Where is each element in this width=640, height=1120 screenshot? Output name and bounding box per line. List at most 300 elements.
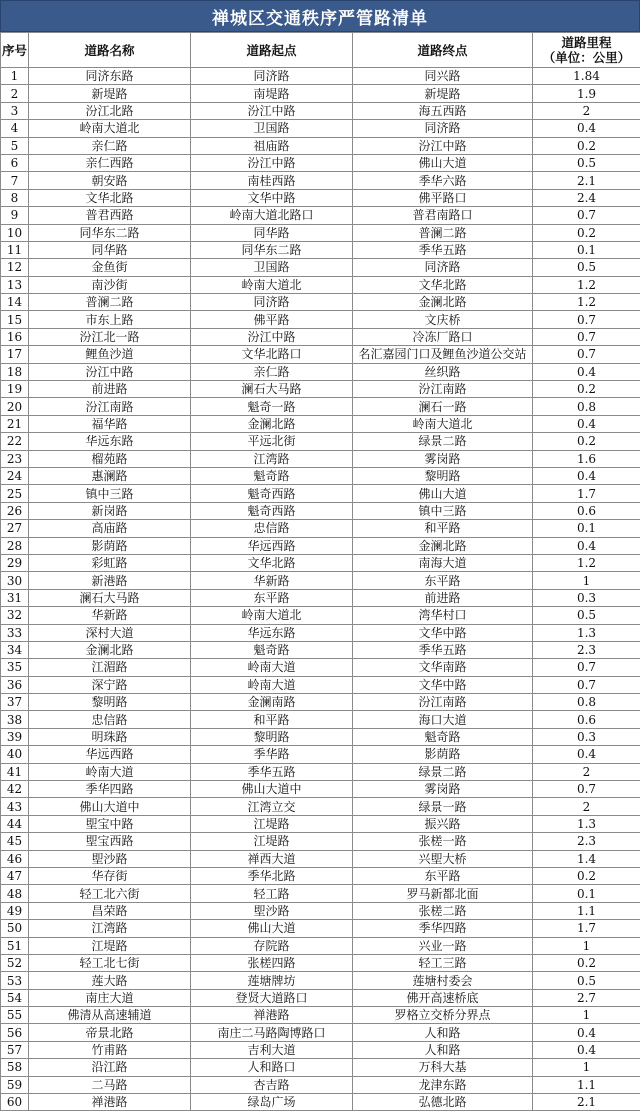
table-row — [1, 902, 640, 919]
cell-road-start: 岭南大道 — [191, 659, 353, 676]
cell-road-end: 莲塘村委会 — [353, 972, 533, 989]
cell-road-end: 东平路 — [353, 867, 533, 884]
cell-road-length: 1.6 — [533, 450, 640, 467]
cell-road-end: 季华六路 — [353, 172, 533, 189]
cell-road-start: 岭南大道北 — [191, 276, 353, 293]
cell-road-length: 1 — [533, 572, 640, 589]
cell-index: 13 — [1, 276, 29, 293]
cell-road-name: 岭南大道 — [29, 763, 191, 780]
table-body — [1, 68, 640, 1111]
cell-road-end: 绿景一路 — [353, 798, 533, 815]
table-row — [1, 920, 640, 937]
cell-road-length: 1.2 — [533, 276, 640, 293]
cell-road-end: 和平路 — [353, 520, 533, 537]
cell-road-end: 新堤路 — [353, 85, 533, 102]
cell-road-length: 2.7 — [533, 989, 640, 1006]
cell-index: 6 — [1, 154, 29, 171]
table-row — [1, 850, 640, 867]
cell-index: 58 — [1, 1059, 29, 1076]
cell-index: 3 — [1, 102, 29, 119]
cell-road-start: 华远西路 — [191, 537, 353, 554]
cell-road-length: 1 — [533, 1007, 640, 1024]
cell-road-end: 湾华村口 — [353, 607, 533, 624]
cell-road-name: 澜石大马路 — [29, 589, 191, 606]
header-index: 序号 — [1, 33, 29, 68]
table-title: 禅城区交通秩序严管路清单 — [0, 0, 640, 32]
cell-index: 1 — [1, 68, 29, 85]
cell-road-start: 轻工路 — [191, 885, 353, 902]
cell-road-end: 文华南路 — [353, 659, 533, 676]
cell-road-length: 0.4 — [533, 1041, 640, 1058]
cell-road-length: 0.7 — [533, 346, 640, 363]
cell-road-start: 岭南大道 — [191, 676, 353, 693]
cell-road-start: 江湾路 — [191, 450, 353, 467]
cell-index: 12 — [1, 259, 29, 276]
table-row — [1, 798, 640, 815]
table-row — [1, 728, 640, 745]
cell-road-end: 文华北路 — [353, 276, 533, 293]
cell-index: 50 — [1, 920, 29, 937]
cell-index: 42 — [1, 781, 29, 798]
table-row — [1, 346, 640, 363]
cell-road-name: 惠澜路 — [29, 467, 191, 484]
cell-road-start: 文华北路 — [191, 554, 353, 571]
cell-road-end: 冷冻厂路口 — [353, 328, 533, 345]
cell-road-length: 1.1 — [533, 902, 640, 919]
cell-road-name: 轻工北六街 — [29, 885, 191, 902]
cell-index: 40 — [1, 746, 29, 763]
cell-road-name: 佛山大道中 — [29, 798, 191, 815]
cell-road-end: 同兴路 — [353, 68, 533, 85]
cell-index: 53 — [1, 972, 29, 989]
table-row — [1, 68, 640, 85]
cell-index: 21 — [1, 415, 29, 432]
cell-road-end: 镇中三路 — [353, 502, 533, 519]
cell-index: 24 — [1, 467, 29, 484]
cell-road-end: 人和路 — [353, 1041, 533, 1058]
cell-road-length: 2.1 — [533, 1094, 640, 1111]
cell-road-start: 亲仁路 — [191, 363, 353, 380]
cell-index: 26 — [1, 502, 29, 519]
cell-road-length: 1.3 — [533, 624, 640, 641]
header-road-end: 道路终点 — [353, 33, 533, 68]
cell-road-name: 堲沙路 — [29, 850, 191, 867]
table-row — [1, 1024, 640, 1041]
cell-index: 23 — [1, 450, 29, 467]
table-row — [1, 867, 640, 884]
cell-road-name: 堲宝西路 — [29, 833, 191, 850]
cell-road-start: 同华东二路 — [191, 241, 353, 258]
cell-road-end: 绿景二路 — [353, 763, 533, 780]
table-row — [1, 711, 640, 728]
cell-road-length: 0.2 — [533, 224, 640, 241]
cell-road-name: 普君西路 — [29, 207, 191, 224]
cell-road-start: 杏吉路 — [191, 1076, 353, 1093]
table-row — [1, 989, 640, 1006]
cell-index: 45 — [1, 833, 29, 850]
cell-road-end: 佛平路口 — [353, 189, 533, 206]
cell-road-length: 0.7 — [533, 328, 640, 345]
cell-road-start: 佛山大道中 — [191, 781, 353, 798]
cell-road-name: 福华路 — [29, 415, 191, 432]
table-row — [1, 607, 640, 624]
cell-road-length: 2 — [533, 763, 640, 780]
cell-road-name: 堲宝中路 — [29, 815, 191, 832]
cell-road-end: 汾江南路 — [353, 381, 533, 398]
cell-road-length: 0.7 — [533, 311, 640, 328]
table-row — [1, 972, 640, 989]
cell-road-start: 魁奇路 — [191, 641, 353, 658]
header-length-line1: 道路里程 — [561, 35, 612, 50]
cell-road-length: 2 — [533, 798, 640, 815]
cell-road-end: 佛山大道 — [353, 485, 533, 502]
cell-index: 54 — [1, 989, 29, 1006]
cell-road-length: 0.5 — [533, 154, 640, 171]
cell-index: 17 — [1, 346, 29, 363]
table-row — [1, 554, 640, 571]
cell-road-end: 金澜北路 — [353, 537, 533, 554]
cell-index: 60 — [1, 1094, 29, 1111]
cell-index: 36 — [1, 676, 29, 693]
cell-index: 2 — [1, 85, 29, 102]
table-row — [1, 885, 640, 902]
cell-road-start: 江堤路 — [191, 815, 353, 832]
cell-road-start: 江堤路 — [191, 833, 353, 850]
cell-index: 52 — [1, 954, 29, 971]
cell-index: 9 — [1, 207, 29, 224]
cell-index: 47 — [1, 867, 29, 884]
table-row — [1, 207, 640, 224]
header-length-line2: （单位：公里） — [542, 50, 631, 65]
table-row — [1, 415, 640, 432]
cell-road-start: 同济路 — [191, 68, 353, 85]
cell-index: 22 — [1, 433, 29, 450]
cell-road-length: 1 — [533, 937, 640, 954]
cell-road-start: 东平路 — [191, 589, 353, 606]
cell-road-length: 2.3 — [533, 641, 640, 658]
cell-road-length: 0.1 — [533, 520, 640, 537]
cell-road-name: 莲大路 — [29, 972, 191, 989]
cell-road-start: 莲塘牌坊 — [191, 972, 353, 989]
cell-index: 59 — [1, 1076, 29, 1093]
cell-road-name: 新港路 — [29, 572, 191, 589]
table-row — [1, 85, 640, 102]
cell-road-end: 雾岗路 — [353, 450, 533, 467]
cell-road-start: 卫国路 — [191, 120, 353, 137]
table-row — [1, 641, 640, 658]
cell-road-end: 轻工三路 — [353, 954, 533, 971]
table-row — [1, 241, 640, 258]
cell-index: 14 — [1, 294, 29, 311]
cell-road-end: 季华五路 — [353, 641, 533, 658]
cell-road-end: 振兴路 — [353, 815, 533, 832]
cell-road-end: 同济路 — [353, 120, 533, 137]
cell-road-start: 季华路 — [191, 746, 353, 763]
cell-index: 33 — [1, 624, 29, 641]
cell-road-start: 卫国路 — [191, 259, 353, 276]
cell-road-length: 0.3 — [533, 589, 640, 606]
cell-road-start: 人和路口 — [191, 1059, 353, 1076]
cell-road-end: 佛开高速桥底 — [353, 989, 533, 1006]
cell-index: 55 — [1, 1007, 29, 1024]
cell-road-start: 佛山大道 — [191, 920, 353, 937]
cell-road-length: 0.4 — [533, 363, 640, 380]
cell-road-length: 1.4 — [533, 850, 640, 867]
cell-road-length: 0.7 — [533, 659, 640, 676]
cell-road-end: 名汇嘉园门口及鲤鱼沙道公交站 — [353, 346, 533, 363]
cell-road-length: 0.4 — [533, 120, 640, 137]
cell-road-end: 澜石一路 — [353, 398, 533, 415]
cell-road-end: 海五西路 — [353, 102, 533, 119]
cell-road-end: 雾岗路 — [353, 781, 533, 798]
cell-road-start: 南桂西路 — [191, 172, 353, 189]
header-road-start: 道路起点 — [191, 33, 353, 68]
cell-index: 38 — [1, 711, 29, 728]
cell-road-length: 1.2 — [533, 294, 640, 311]
cell-road-name: 榴苑路 — [29, 450, 191, 467]
cell-road-name: 华存街 — [29, 867, 191, 884]
cell-road-length: 0.6 — [533, 711, 640, 728]
cell-road-start: 金澜南路 — [191, 694, 353, 711]
cell-road-name: 深宁路 — [29, 676, 191, 693]
cell-road-end: 海口大道 — [353, 711, 533, 728]
cell-road-name: 华新路 — [29, 607, 191, 624]
table-row — [1, 537, 640, 554]
cell-road-name: 南沙街 — [29, 276, 191, 293]
cell-road-start: 汾江中路 — [191, 102, 353, 119]
cell-index: 20 — [1, 398, 29, 415]
cell-index: 34 — [1, 641, 29, 658]
table-row — [1, 276, 640, 293]
cell-index: 29 — [1, 554, 29, 571]
table-row — [1, 937, 640, 954]
table-row — [1, 746, 640, 763]
cell-index: 8 — [1, 189, 29, 206]
table-row — [1, 485, 640, 502]
cell-road-start: 魁奇路 — [191, 467, 353, 484]
cell-road-name: 明珠路 — [29, 728, 191, 745]
cell-road-start: 登贤大道路口 — [191, 989, 353, 1006]
cell-road-length: 1.1 — [533, 1076, 640, 1093]
cell-road-length: 0.8 — [533, 694, 640, 711]
cell-road-start: 文华北路口 — [191, 346, 353, 363]
cell-road-name: 轻工北七街 — [29, 954, 191, 971]
cell-road-end: 汾江中路 — [353, 137, 533, 154]
cell-road-start: 祖庙路 — [191, 137, 353, 154]
cell-road-length: 2 — [533, 102, 640, 119]
cell-road-name: 汾江南路 — [29, 398, 191, 415]
cell-road-name: 昌荣路 — [29, 902, 191, 919]
cell-road-length: 0.7 — [533, 676, 640, 693]
cell-road-end: 同济路 — [353, 259, 533, 276]
table-row — [1, 328, 640, 345]
table-row — [1, 137, 640, 154]
cell-road-start: 存院路 — [191, 937, 353, 954]
table-row — [1, 102, 640, 119]
cell-road-start: 魁奇西路 — [191, 502, 353, 519]
cell-road-end: 季华四路 — [353, 920, 533, 937]
cell-index: 30 — [1, 572, 29, 589]
cell-road-name: 华远东路 — [29, 433, 191, 450]
cell-road-start: 岭南大道北 — [191, 607, 353, 624]
cell-road-length: 0.4 — [533, 415, 640, 432]
table-row — [1, 120, 640, 137]
cell-road-end: 兴堲大桥 — [353, 850, 533, 867]
cell-road-end: 黎明路 — [353, 467, 533, 484]
cell-road-end: 魁奇路 — [353, 728, 533, 745]
cell-road-name: 江湾路 — [29, 920, 191, 937]
table-row — [1, 781, 640, 798]
cell-road-start: 绿岛广场 — [191, 1094, 353, 1111]
cell-road-length: 1 — [533, 1059, 640, 1076]
cell-index: 46 — [1, 850, 29, 867]
cell-road-end: 万科大基 — [353, 1059, 533, 1076]
cell-road-start: 同华路 — [191, 224, 353, 241]
cell-road-length: 0.3 — [533, 728, 640, 745]
cell-road-length: 2.4 — [533, 189, 640, 206]
cell-road-name: 帝景北路 — [29, 1024, 191, 1041]
cell-road-end: 汾江南路 — [353, 694, 533, 711]
table-row — [1, 189, 640, 206]
cell-index: 16 — [1, 328, 29, 345]
table-row — [1, 398, 640, 415]
cell-road-end: 张槎二路 — [353, 902, 533, 919]
cell-road-end: 南海大道 — [353, 554, 533, 571]
cell-road-length: 2.3 — [533, 833, 640, 850]
cell-road-length: 1.2 — [533, 554, 640, 571]
cell-road-start: 张槎四路 — [191, 954, 353, 971]
cell-index: 18 — [1, 363, 29, 380]
cell-road-start: 金澜北路 — [191, 415, 353, 432]
cell-road-start: 季华五路 — [191, 763, 353, 780]
table-row — [1, 1041, 640, 1058]
cell-road-start: 江湾立交 — [191, 798, 353, 815]
cell-road-length: 0.5 — [533, 972, 640, 989]
cell-road-length: 1.7 — [533, 485, 640, 502]
cell-road-length: 1.7 — [533, 920, 640, 937]
cell-road-name: 竹甫路 — [29, 1041, 191, 1058]
cell-road-length: 0.1 — [533, 885, 640, 902]
cell-index: 7 — [1, 172, 29, 189]
cell-road-end: 文华中路 — [353, 676, 533, 693]
cell-road-name: 彩虹路 — [29, 554, 191, 571]
cell-road-end: 绿景二路 — [353, 433, 533, 450]
table-row — [1, 1094, 640, 1111]
cell-road-name: 金鱼街 — [29, 259, 191, 276]
table-row — [1, 589, 640, 606]
header-road-name: 道路名称 — [29, 33, 191, 68]
cell-road-length: 2.1 — [533, 172, 640, 189]
cell-road-start: 汾江中路 — [191, 328, 353, 345]
cell-road-start: 和平路 — [191, 711, 353, 728]
cell-road-end: 岭南大道北 — [353, 415, 533, 432]
table-row — [1, 954, 640, 971]
cell-index: 4 — [1, 120, 29, 137]
cell-road-end: 前进路 — [353, 589, 533, 606]
cell-road-name: 深村大道 — [29, 624, 191, 641]
header-road-length — [533, 33, 640, 68]
table-row — [1, 659, 640, 676]
cell-road-length: 0.2 — [533, 137, 640, 154]
cell-road-end: 张槎一路 — [353, 833, 533, 850]
table-row — [1, 1007, 640, 1024]
cell-road-start: 禅西大道 — [191, 850, 353, 867]
cell-road-length: 0.2 — [533, 381, 640, 398]
table-row — [1, 224, 640, 241]
cell-road-end: 兴业一路 — [353, 937, 533, 954]
cell-index: 41 — [1, 763, 29, 780]
cell-road-name: 南庄大道 — [29, 989, 191, 1006]
cell-road-name: 黎明路 — [29, 694, 191, 711]
table-row — [1, 502, 640, 519]
cell-road-name: 同华路 — [29, 241, 191, 258]
cell-road-length: 1.9 — [533, 85, 640, 102]
table-row — [1, 815, 640, 832]
table-row — [1, 154, 640, 171]
cell-index: 11 — [1, 241, 29, 258]
cell-road-name: 二马路 — [29, 1076, 191, 1093]
road-list-table — [0, 32, 640, 1111]
cell-road-name: 普澜二路 — [29, 294, 191, 311]
cell-index: 25 — [1, 485, 29, 502]
cell-road-start: 季华北路 — [191, 867, 353, 884]
table-row — [1, 363, 640, 380]
cell-road-start: 黎明路 — [191, 728, 353, 745]
cell-road-length: 1.84 — [533, 68, 640, 85]
cell-road-start: 澜石大马路 — [191, 381, 353, 398]
cell-road-name: 影荫路 — [29, 537, 191, 554]
cell-road-start: 汾江中路 — [191, 154, 353, 171]
table-row — [1, 676, 640, 693]
cell-road-name: 佛清从高速辅道 — [29, 1007, 191, 1024]
cell-road-start: 平远北街 — [191, 433, 353, 450]
cell-index: 44 — [1, 815, 29, 832]
cell-road-name: 岭南大道北 — [29, 120, 191, 137]
cell-road-name: 华远西路 — [29, 746, 191, 763]
cell-index: 39 — [1, 728, 29, 745]
cell-road-length: 0.4 — [533, 746, 640, 763]
cell-road-length: 0.5 — [533, 259, 640, 276]
table-row — [1, 833, 640, 850]
cell-index: 56 — [1, 1024, 29, 1041]
cell-road-name: 前进路 — [29, 381, 191, 398]
cell-road-start: 华远东路 — [191, 624, 353, 641]
cell-road-start: 佛平路 — [191, 311, 353, 328]
cell-road-end: 东平路 — [353, 572, 533, 589]
cell-index: 37 — [1, 694, 29, 711]
cell-road-name: 亲仁西路 — [29, 154, 191, 171]
cell-road-name: 汾江中路 — [29, 363, 191, 380]
cell-road-start: 魁奇西路 — [191, 485, 353, 502]
cell-road-end: 文庆桥 — [353, 311, 533, 328]
cell-road-name: 汾江北一路 — [29, 328, 191, 345]
cell-index: 5 — [1, 137, 29, 154]
cell-road-length: 1.3 — [533, 815, 640, 832]
cell-road-start: 岭南大道北路口 — [191, 207, 353, 224]
cell-road-end: 普澜二路 — [353, 224, 533, 241]
cell-road-length: 0.2 — [533, 433, 640, 450]
cell-road-start: 南堤路 — [191, 85, 353, 102]
cell-road-name: 新堤路 — [29, 85, 191, 102]
cell-road-name: 同济东路 — [29, 68, 191, 85]
cell-index: 15 — [1, 311, 29, 328]
table-row — [1, 624, 640, 641]
cell-road-name: 朝安路 — [29, 172, 191, 189]
cell-road-start: 文华中路 — [191, 189, 353, 206]
cell-road-name: 新岗路 — [29, 502, 191, 519]
cell-index: 27 — [1, 520, 29, 537]
table-row — [1, 1076, 640, 1093]
